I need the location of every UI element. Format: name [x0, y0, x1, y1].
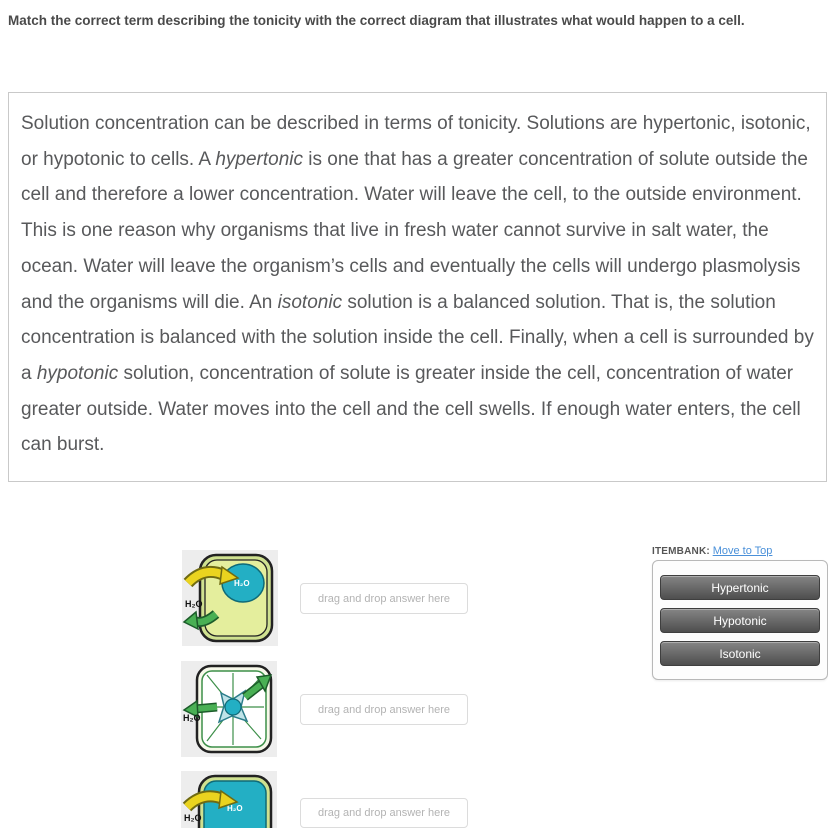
bank-item-hypertonic[interactable]: Hypertonic: [660, 575, 820, 600]
passage-box: [8, 92, 827, 482]
passage-segment: solution is a balanced solution. That is, the solution concentration is balanced with the solution inside the cell. Finally, when a cell is surrounded by a: [21, 291, 814, 384]
itembank-header: [652, 545, 772, 557]
drop-zone-2[interactable]: [300, 694, 468, 725]
cell-diagram-water-in-out: [182, 550, 278, 646]
passage-segment: is one that has a greater concentration of solute outside the cell and therefore a lower concentration. Water will leave the cell, to the outside environment. This is one reason why organisms that live in fresh water cannot survive in salt water, the ocean. Water will leave the organism’s cells and eventually the cells will undergo plasmolysis and the organisms will die. An: [21, 148, 808, 313]
h2o-label: H₂O: [234, 579, 250, 588]
h2o-label: H₂O: [183, 713, 201, 723]
cell-diagram-swollen: [181, 771, 277, 828]
itembank-box: [652, 560, 828, 680]
term-isotonic: isotonic: [277, 291, 343, 313]
term-hypertonic: hypertonic: [215, 148, 304, 170]
cell-diagram-plasmolysis: [181, 661, 277, 757]
water-out-left-arrow-icon: [195, 707, 217, 709]
question-instruction: Match the correct term describing the tonicity with the correct diagram that illustrates what would happen to a cell.: [8, 13, 745, 28]
drop-zone-1[interactable]: [300, 583, 468, 614]
cell-diagram-2-svg: [181, 661, 277, 757]
term-hypotonic: hypotonic: [36, 362, 119, 384]
h2o-label: H₂O: [227, 804, 243, 813]
passage-segment: Solution concentration can be described in terms of tonicity. Solutions are hypertonic, isotonic, or hypotonic to cells. A: [21, 113, 811, 170]
vacuole: [225, 699, 241, 715]
drop-zone-placeholder: drag and drop answer here: [317, 592, 451, 605]
cell-diagram-3-svg: [181, 771, 277, 828]
bank-item-hypotonic[interactable]: Hypotonic: [660, 608, 820, 633]
passage-segment: solution, concentration of solute is greater inside the cell, concentration of water greater outside. Water moves into the cell and the cell swells. If enough water enters, the cell can burst.: [21, 362, 801, 456]
itembank-label: ITEMBANK:: [652, 546, 710, 557]
bank-item-isotonic[interactable]: Isotonic: [660, 641, 820, 666]
drop-zone-placeholder: drag and drop answer here: [317, 703, 451, 716]
drop-zone-placeholder: drag and drop answer here: [317, 807, 451, 819]
drop-zone-3[interactable]: [300, 798, 468, 828]
cell-diagram-1-svg: [182, 550, 278, 646]
h2o-label: H₂O: [185, 599, 203, 609]
move-to-top-link[interactable]: Move to Top: [712, 545, 773, 557]
h2o-label: H₂O: [184, 813, 202, 823]
passage-text: [21, 106, 814, 463]
